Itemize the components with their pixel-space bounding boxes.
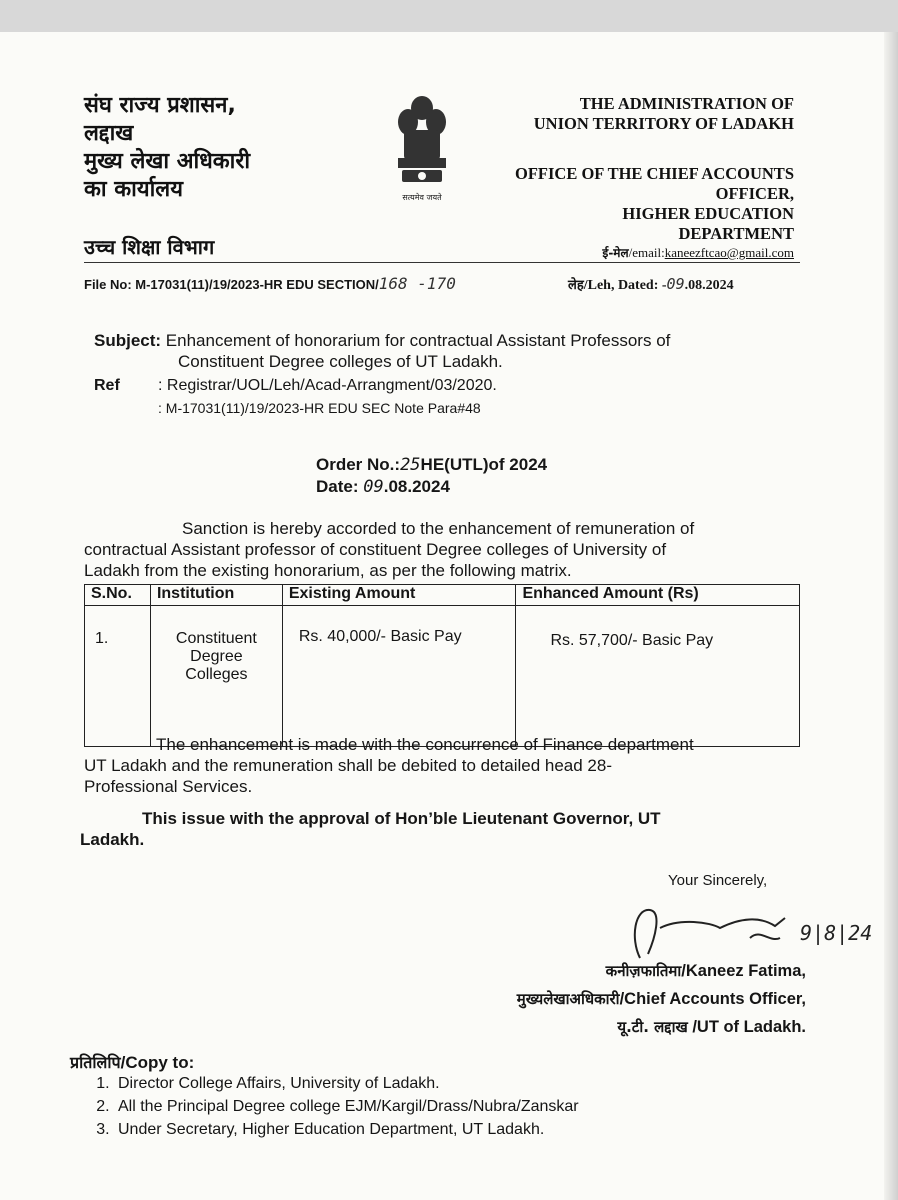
file-number-text: File No: M-17031(11)/19/2023-HR EDU SECTION/ <box>84 277 379 292</box>
cell-existing-amount: Rs. 40,000/- Basic Pay <box>282 606 516 747</box>
email-prefix-hindi: ई-मेल <box>602 246 629 260</box>
honorarium-matrix-table <box>84 584 800 747</box>
admin-line-2: UNION TERRITORY OF LADAKH <box>533 114 794 133</box>
subject-label: Subject: <box>94 331 162 350</box>
para1-line-1: Sanction is hereby accorded to the enhancement of remuneration of <box>182 519 695 538</box>
office-header <box>515 164 794 244</box>
date-rest: .08.2024 <box>684 278 734 293</box>
signatory-name <box>606 958 806 984</box>
ref-label: Ref <box>94 377 120 394</box>
approval-line-1: This issue with the approval of Hon’ble Lieutenant Governor, UT <box>142 809 661 828</box>
order-date-handwritten: 09 <box>363 477 384 497</box>
english-header <box>534 94 794 134</box>
order-suffix: HE(UTL)of 2024 <box>420 455 548 474</box>
table-header-row <box>85 585 800 606</box>
order-date-prefix: Date: <box>316 477 364 496</box>
signatory-ut-english: /UT of Ladakh. <box>687 1018 806 1036</box>
order-number-handwritten: 25 <box>400 455 421 475</box>
header-rule <box>84 262 800 263</box>
hindi-header <box>84 92 250 204</box>
email-line <box>602 244 794 261</box>
top-strip <box>0 0 898 32</box>
date-handwritten: 09 <box>666 275 685 293</box>
col-sno: S.No. <box>85 585 151 606</box>
cell-enhanced-amount: Rs. 57,700/- Basic Pay <box>516 606 800 747</box>
signature-date-handwritten: 9|8|24 <box>800 921 873 945</box>
ref-block <box>94 375 794 419</box>
para2-line-1: The enhancement is made with the concurrence of Finance department <box>156 735 694 754</box>
file-number <box>84 274 456 293</box>
emblem-motto: सत्यमेव जयते <box>402 193 442 202</box>
signatory-title <box>517 986 806 1012</box>
subject-line-2: Constituent Degree colleges of UT Ladakh. <box>178 352 503 371</box>
admin-line-1: THE ADMINISTRATION OF <box>579 94 794 113</box>
order-date <box>316 476 450 498</box>
signatory-title-english: /Chief Accounts Officer, <box>619 990 806 1008</box>
table-row <box>85 606 800 747</box>
para2-line-3: Professional Services. <box>84 777 253 796</box>
page-edge-shadow <box>884 32 898 1200</box>
closing: Your Sincerely, <box>668 872 768 889</box>
institution-line-1: Constituent <box>175 630 257 647</box>
col-existing: Existing Amount <box>282 585 516 606</box>
ref-line-1: : Registrar/UOL/Leh/Acad-Arrangment/03/2020. <box>158 377 497 394</box>
institution-line-3: Colleges <box>185 666 248 683</box>
ref-line-2: : M-17031(11)/19/2023-HR EDU SEC Note Para#48 <box>158 400 481 416</box>
para1-line-2: contractual Assistant professor of constituent Degree colleges of University of <box>84 540 667 559</box>
institution-line-2: Degree <box>190 648 243 665</box>
place-hindi: लेह <box>568 278 584 293</box>
copy-label-hindi: प्रतिलिपि <box>70 1053 121 1072</box>
copy-to-heading <box>70 1051 194 1073</box>
signatory-name-english: /Kaneez Fatima, <box>681 962 806 980</box>
cell-institution <box>150 606 282 747</box>
signatory-title-hindi: मुख्यलेखाअधिकारी <box>516 990 620 1008</box>
national-emblem-icon <box>384 88 460 208</box>
copy-label-english: /Copy to: <box>120 1053 195 1072</box>
concurrence-paragraph <box>84 734 804 797</box>
cell-sno: 1. <box>85 606 151 747</box>
col-institution: Institution <box>150 585 282 606</box>
office-line-2: OFFICER, <box>715 184 794 203</box>
signatory-ut <box>617 1014 806 1040</box>
email-address[interactable]: kaneezftcao@gmail.com <box>664 245 794 260</box>
approval-paragraph <box>80 808 800 850</box>
para2-line-2: UT Ladakh and the remuneration shall be debited to detailed head 28- <box>84 756 613 775</box>
hindi-line-1: संघ राज्य प्रशासन, <box>84 93 236 118</box>
copy-to-list <box>86 1072 834 1141</box>
sanction-paragraph <box>84 518 804 581</box>
hindi-line-2: लद्दाख <box>84 121 134 146</box>
hindi-line-3: मुख्य लेखा अधिकारी <box>84 149 251 174</box>
office-line-1: OFFICE OF THE CHIEF ACCOUNTS <box>514 164 794 183</box>
list-item: 2. All the Principal Degree college EJM/Kargil/Drass/Nubra/Zanskar <box>114 1095 834 1118</box>
hindi-line-4: का कार्यालय <box>84 177 183 202</box>
office-line-3: HIGHER EDUCATION <box>622 204 794 223</box>
office-line-4: DEPARTMENT <box>678 224 794 243</box>
hindi-department: उच्च शिक्षा विभाग <box>84 235 215 259</box>
subject-block <box>94 330 794 372</box>
col-enhanced: Enhanced Amount (Rs) <box>516 585 800 606</box>
order-number <box>316 454 547 476</box>
list-item: 3. Under Secretary, Higher Education Department, UT Ladakh. <box>114 1118 834 1141</box>
list-item: 1. Director College Affairs, University of Ladakh. <box>114 1072 834 1095</box>
para1-line-3: Ladakh from the existing honorarium, as per the following matrix. <box>84 561 572 580</box>
subject-line-1: Enhancement of honorarium for contractual Assistant Professors of <box>161 331 671 350</box>
approval-line-2: Ladakh. <box>80 830 145 849</box>
signatory-ut-hindi: यू.टी. लद्दाख <box>617 1018 688 1036</box>
signatory-name-hindi: कनीज़फातिमा <box>605 962 682 980</box>
dateline <box>568 275 734 294</box>
order-prefix: Order No.: <box>316 455 401 474</box>
order-date-rest: .08.2024 <box>383 477 450 496</box>
place-english: /Leh, Dated: - <box>583 278 667 293</box>
email-prefix: /email: <box>628 245 665 260</box>
file-number-handwritten: 168 -170 <box>378 274 456 293</box>
